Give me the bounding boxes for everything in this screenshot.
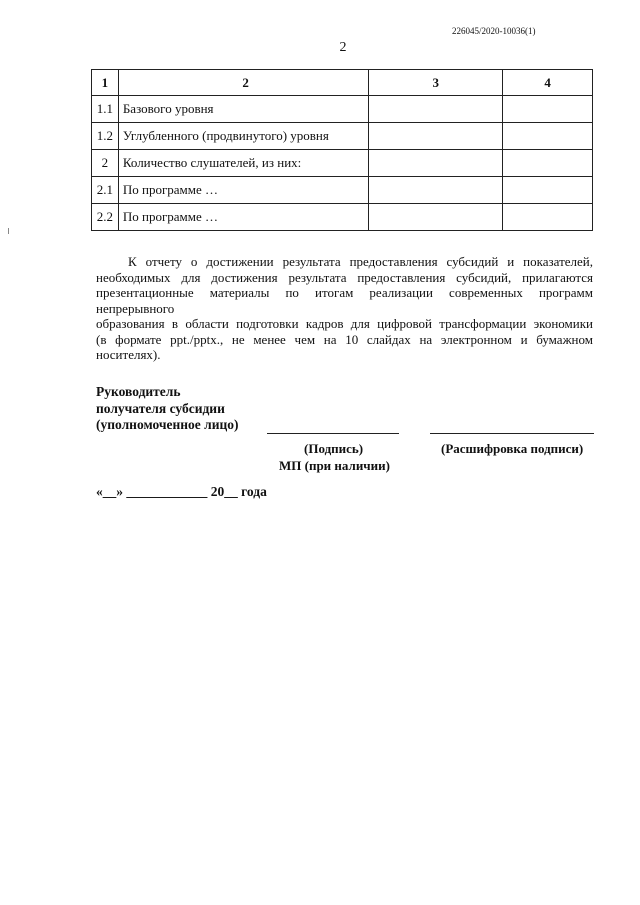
table-row <box>92 204 593 231</box>
column-header: 2 <box>118 70 368 96</box>
row-label: Базового уровня <box>118 96 368 123</box>
column-header: 4 <box>503 70 593 96</box>
paragraph-line: (в формате ppt./pptx., не менее чем на 10 слайдах на электронном и бумажном носителях). <box>96 331 593 362</box>
table-header-row <box>92 70 593 96</box>
seal-note: МП (при наличии) <box>279 458 390 473</box>
signatory-title: (уполномоченное лицо) <box>96 417 239 432</box>
table-row <box>92 177 593 204</box>
row-number: 2 <box>92 150 119 177</box>
row-label: Углубленного (продвинутого) уровня <box>118 123 368 150</box>
document-id: 226045/2020-10036(1) <box>452 26 536 36</box>
table-cell <box>503 177 593 204</box>
column-header: 3 <box>369 70 503 96</box>
table-cell <box>369 150 503 177</box>
date-line: «__» ____________ 20__ года <box>96 484 267 499</box>
table-cell <box>503 96 593 123</box>
paragraph-line: необходимых для достижения результата предоставления субсидий, прилагаются <box>96 269 593 285</box>
table-cell <box>369 204 503 231</box>
paragraph-line: презентационные материалы по итогам реализации современных программ непрерывного <box>96 285 593 316</box>
page-number: 2 <box>339 40 347 55</box>
signatory-title: Руководитель <box>96 384 181 399</box>
indicators-table <box>91 69 593 231</box>
table-cell <box>503 150 593 177</box>
row-label: Количество слушателей, из них: <box>118 150 368 177</box>
table-row <box>92 96 593 123</box>
row-label: По программе … <box>118 177 368 204</box>
signatory-title: получателя субсидии <box>96 400 225 416</box>
row-number: 2.2 <box>92 204 119 231</box>
table-cell <box>369 96 503 123</box>
signature-caption: (Подпись) <box>304 441 364 456</box>
table-cell <box>503 204 593 231</box>
row-number: 1.2 <box>92 123 119 150</box>
row-number: 2.1 <box>92 177 119 204</box>
paragraph-line: К отчету о достижении результата предоставления субсидий и показателей, <box>128 254 593 269</box>
decoding-line <box>430 433 594 434</box>
signatory-block <box>96 384 239 434</box>
scan-mark <box>8 228 9 234</box>
report-paragraph <box>96 254 593 363</box>
table-cell <box>503 123 593 150</box>
table-cell <box>369 123 503 150</box>
table-row <box>92 150 593 177</box>
row-number: 1.1 <box>92 96 119 123</box>
table-row <box>92 123 593 150</box>
column-header: 1 <box>92 70 119 96</box>
decoding-caption: (Расшифровка подписи) <box>441 441 584 456</box>
table-cell <box>369 177 503 204</box>
signature-line <box>267 433 399 434</box>
paragraph-line: образования в области подготовки кадров для цифровой трансформации экономики <box>96 316 593 331</box>
row-label: По программе … <box>118 204 368 231</box>
